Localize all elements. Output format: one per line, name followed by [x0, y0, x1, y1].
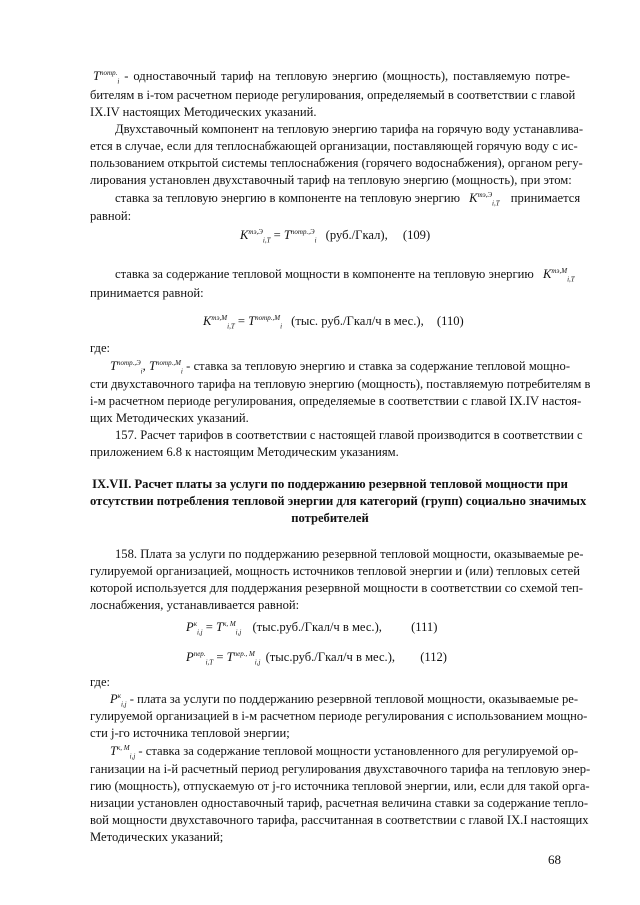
text-line: $T^{потр.}_i$ - одноставочный тариф на тепловую энергию (мощность), поставляемую потре- — [93, 68, 570, 86]
symbol-K: $K^{тэ,М}_{i,T}$ — [542, 266, 575, 284]
text-line: пользованием открытой системы теплоснабжения (горячего водоснабжения), органом регу- — [90, 156, 583, 170]
text-line: Методических указаний; — [90, 830, 224, 844]
formula-110: $K^{тэ,М}_{i,T} = T^{потр.,М}_i$ (тыс. руб./Гкал/ч в мес.), (110) — [203, 313, 464, 331]
text-line: гулируемой организацией, мощность источников тепловой энергии и (или) тепловых сетей — [90, 564, 580, 578]
text-line: где: — [90, 675, 111, 689]
text-line: 157. Расчет тарифов в соответствии с настоящей главой производится в соответствии с — [115, 428, 583, 442]
section-heading: IX.VII. Расчет платы за услуги по поддержанию резервной тепловой мощности при — [92, 477, 568, 491]
text-line: гулируемой организацией в i-м расчетном периоде регулирования с использованием мощно- — [90, 709, 588, 723]
text-line: Двухставочный компонент на тепловую энергию тарифа на горячую воду устанавлива- — [115, 122, 584, 136]
text-line: лирования установлен двухставочный тариф на тепловую энергию (мощность), при этом: — [90, 173, 572, 187]
page-number: 68 — [548, 852, 561, 867]
text-line: i-м расчетном периоде регулирования, определяемые в соответствии с главой IX.IV настоя- — [90, 394, 582, 408]
text-line: IX.IV настоящих Методических указаний. — [90, 105, 317, 119]
text-line: щих Методических указаний. — [90, 411, 249, 425]
symbol-T: $T^{потр.}_i$ — [93, 68, 120, 86]
text-line: ставка за тепловую энергию в компоненте на тепловую энергию $K^{тэ,Э}_{i,T}$ принимается — [115, 190, 581, 208]
text-line: где: — [90, 341, 111, 355]
text-line: вой мощности двухставочного тарифа, рассчитанная в соответствии с главой IX.I настоящих — [90, 813, 589, 827]
section-heading: потребителей — [291, 511, 369, 525]
text-line: бителям в i-том расчетном периоде регулирования, определяемый в соответствии с главой — [90, 88, 576, 102]
text-line: ется в случае, если для теплоснабжающей организации, поставляющей горячую воду с ис- — [90, 139, 578, 153]
text-line: приложением 6.8 к настоящим Методическим указаниям. — [90, 445, 399, 459]
text-line: $T^{потр.,Э}_i$, $T^{потр.,М}_i$ - ставка за тепловую энергию и ставка за содержание тепловой мощно- — [110, 358, 571, 376]
text-line: которой используется для поддержания резервной мощности в соответствии со схемой теп- — [90, 581, 583, 595]
formula-112: $P^{пер.}_{i,T} = T^{пер., М}_{i,j}$ (тыс.руб./Гкал/ч в мес.), (112) — [186, 649, 447, 667]
formula-109: $K^{тэ,Э}_{i,T} = T^{потр.,Э}_i$ (руб./Гкал), (109) — [240, 227, 431, 245]
text-line: 158. Плата за услуги по поддержанию резервной тепловой мощности, оказываемые ре- — [115, 547, 584, 561]
text-line: сти j-го источника тепловой энергии; — [90, 726, 290, 740]
text-line: лоснабжения, устанавливается равной: — [90, 598, 300, 612]
formula-111: $P^к_{i,j} = T^{к, М}_{i,j}$ (тыс.руб./Гкал/ч в мес.), (111) — [186, 619, 438, 637]
text-line: равной: — [90, 209, 132, 223]
text-line: принимается равной: — [90, 286, 204, 300]
text-line: ставка за содержание тепловой мощности в компоненте на тепловую энергию $K^{тэ,М}_{i,T}$ — [115, 266, 575, 284]
section-heading: отсутствии потребления тепловой энергии для категорий (групп) социально значимых — [90, 494, 587, 508]
text-line: $T^{к, М}_{i,j}$ - ставка за содержание тепловой мощности установленного для регулируемой ор- — [110, 743, 579, 761]
text-line: сти двухставочного тарифа на тепловую энергию (мощность), поставляемую потребителям в — [90, 377, 591, 391]
text-line: гию (мощность), отпускаемую от j-го источника тепловой энергии, или, если для такой орга- — [90, 779, 590, 793]
text-line: низации установлен одноставочный тариф, расчетная величина ставки за содержание тепло- — [90, 796, 589, 810]
text-line: $P^к_{i,j}$ - плата за услуги по поддержанию резервной тепловой мощности, оказываемые ре- — [110, 691, 579, 709]
text-line: ганизации на i-й расчетный период регулирования двухставочного тарифа на тепловую энер- — [90, 762, 591, 776]
symbol-K: $K^{тэ,Э}_{i,T}$ — [469, 190, 500, 208]
